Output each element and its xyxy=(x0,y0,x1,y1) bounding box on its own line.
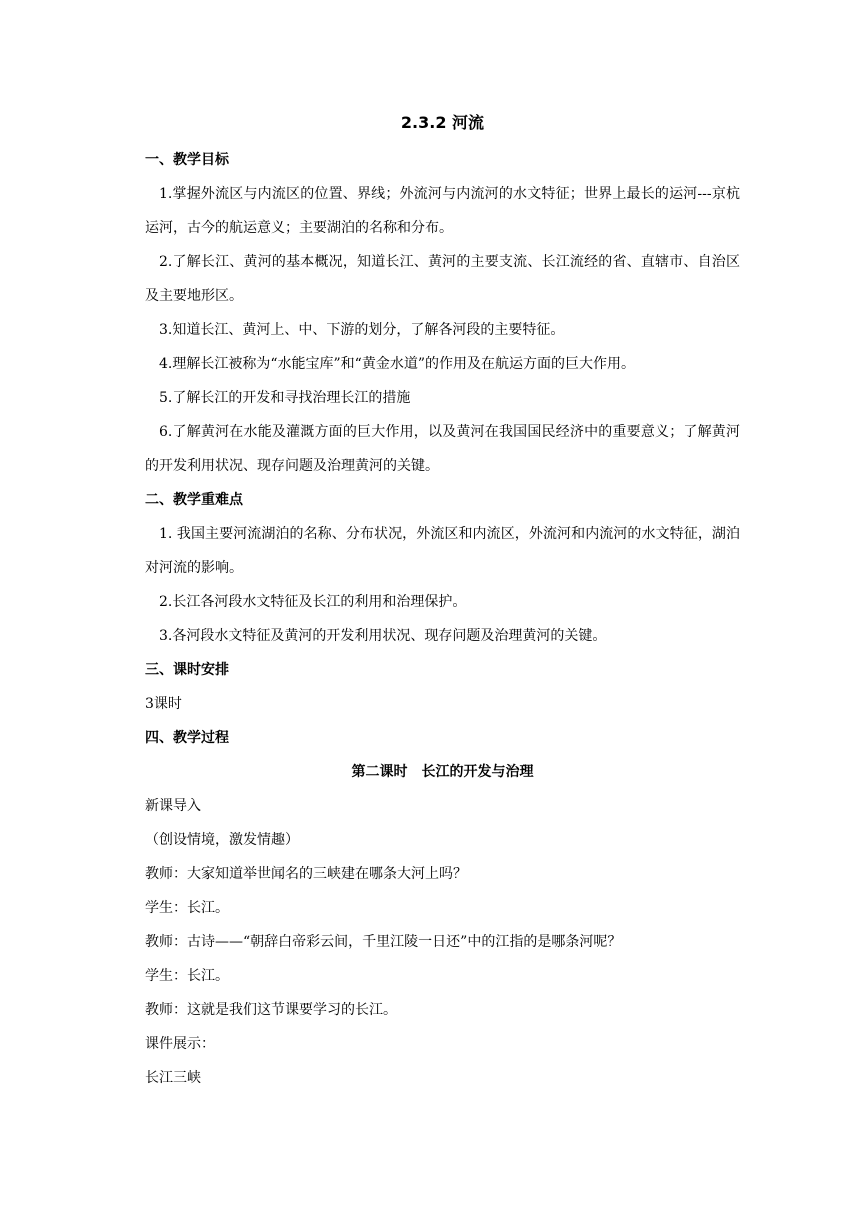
goal-item: 2.了解长江、黄河的基本概况，知道长江、黄河的主要支流、长江流经的省、直辖市、自治区及主要地形区。 xyxy=(145,254,740,304)
schedule-text: 3课时 xyxy=(145,696,182,712)
document-title: 2.3.2 河流 xyxy=(400,113,485,132)
goal-item: 5.了解长江的开发和寻找治理长江的措施 xyxy=(159,390,411,406)
key-point-item: 2.长江各河段水文特征及长江的利用和治理保护。 xyxy=(159,594,467,610)
process-line: 长江三峡 xyxy=(145,1070,201,1086)
lesson-title: 第二课时 长江的开发与治理 xyxy=(351,764,534,780)
goal-item: 6.了解黄河在水能及灌溉方面的巨大作用，以及黄河在我国国民经济中的重要意义；了解黄河的开发利用状况、现存问题及治理黄河的关键。 xyxy=(145,424,740,474)
key-point-item: 1. 我国主要河流湖泊的名称、分布状况，外流区和内流区，外流河和内流河的水文特征，湖泊对河流的影响。 xyxy=(145,526,740,576)
section-heading-key-points: 二、教学重难点 xyxy=(145,492,243,508)
key-point-item: 3.各河段水文特征及黄河的开发利用状况、现存问题及治理黄河的关键。 xyxy=(159,628,607,644)
process-line: 课件展示： xyxy=(145,1036,215,1052)
document-body xyxy=(145,110,740,1095)
section-heading-goals: 一、教学目标 xyxy=(145,152,229,168)
section-heading-schedule: 三、课时安排 xyxy=(145,662,229,678)
process-line: 教师：这就是我们这节课要学习的长江。 xyxy=(145,1002,397,1018)
process-line: 教师：古诗——“朝辞白帝彩云间，千里江陵一日还”中的江指的是哪条河呢？ xyxy=(145,934,622,950)
process-line: （创设情境，激发情趣） xyxy=(145,832,299,848)
process-line: 教师：大家知道举世闻名的三峡建在哪条大河上吗？ xyxy=(145,866,467,882)
process-line: 新课导入 xyxy=(145,798,201,814)
process-line: 学生：长江。 xyxy=(145,968,229,984)
goal-item: 4.理解长江被称为“水能宝库”和“黄金水道”的作用及在航运方面的巨大作用。 xyxy=(159,356,635,372)
process-line: 学生：长江。 xyxy=(145,900,229,916)
section-heading-process: 四、教学过程 xyxy=(145,730,229,746)
goal-item: 3.知道长江、黄河上、中、下游的划分，了解各河段的主要特征。 xyxy=(159,322,565,338)
goal-item: 1.掌握外流区与内流区的位置、界线；外流河与内流河的水文特征；世界上最长的运河---京杭运河，古今的航运意义；主要湖泊的名称和分布。 xyxy=(145,186,740,236)
